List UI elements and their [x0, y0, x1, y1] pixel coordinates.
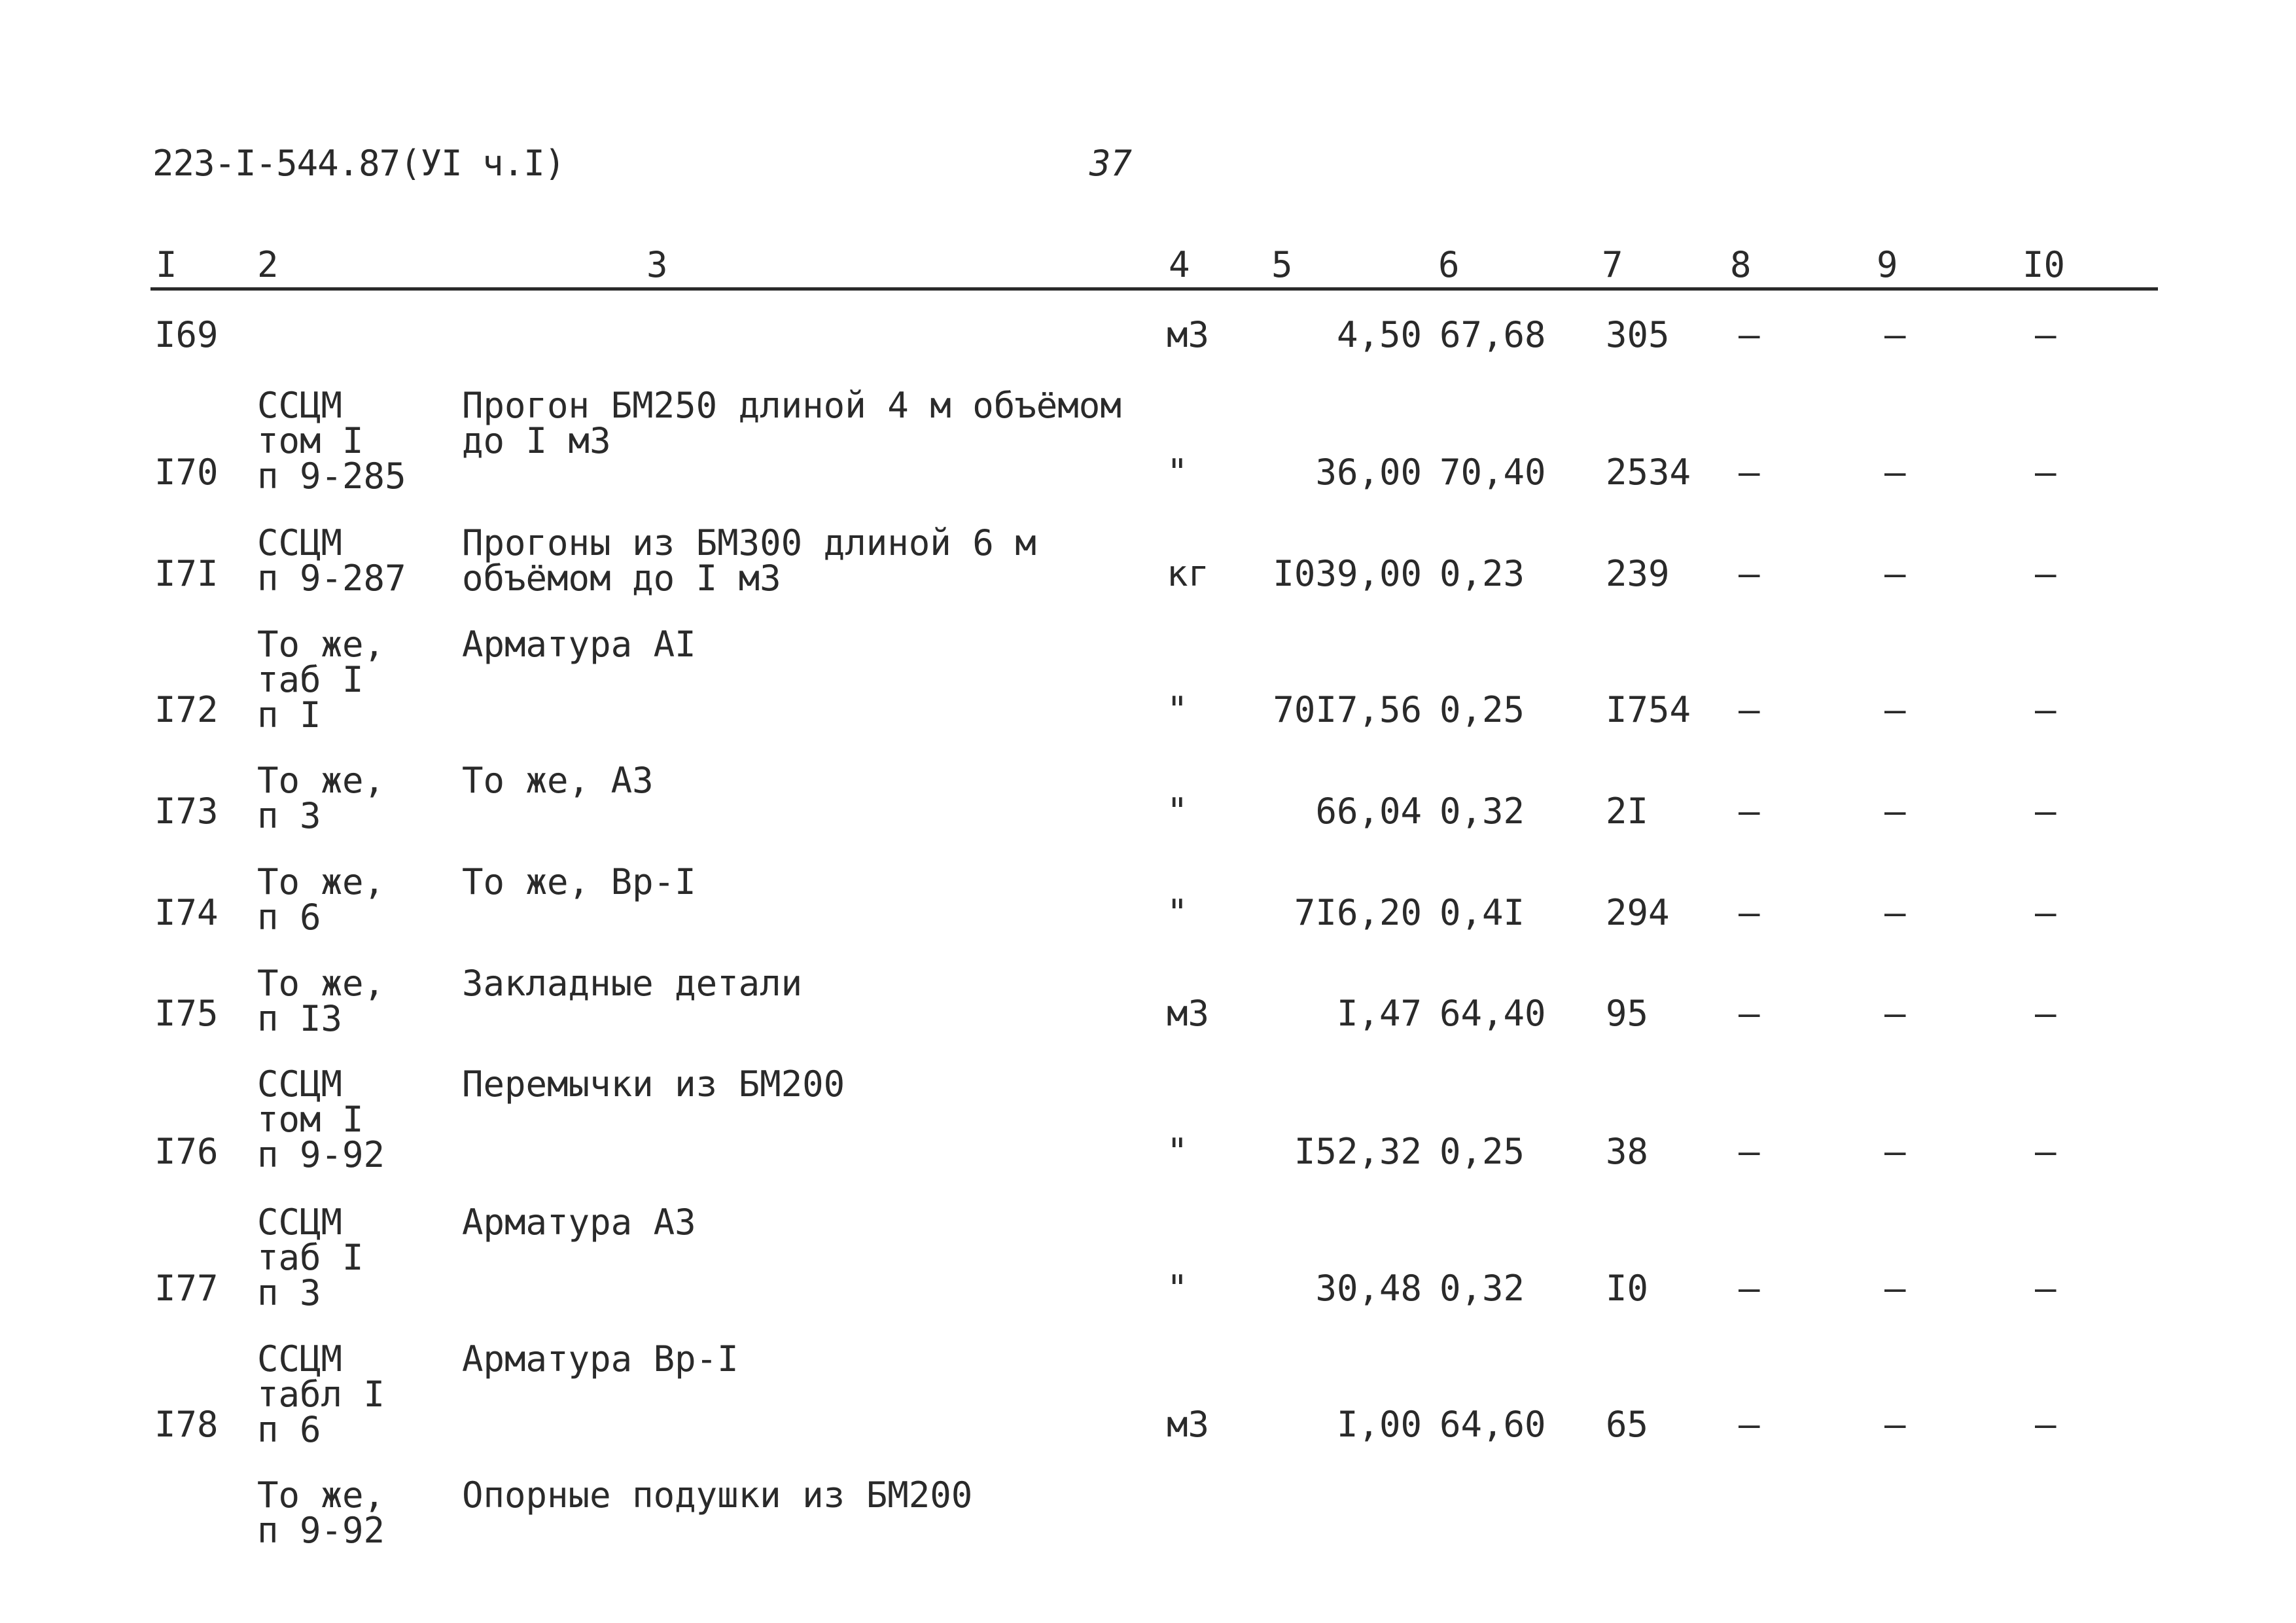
cell-col10: –: [2035, 1131, 2057, 1172]
cell-description: Арматура АI: [462, 624, 696, 665]
cell-unit: ": [1167, 689, 1188, 730]
cell-col7: 38: [1606, 1131, 1649, 1172]
cell-number: I7I: [154, 553, 219, 594]
cell-col7: 2534: [1606, 452, 1691, 493]
cell-col5: I039,00: [1273, 553, 1422, 594]
cell-col7: 2I: [1606, 791, 1649, 832]
cell-unit: ": [1167, 791, 1188, 832]
cell-reference: То же, п 3: [257, 760, 385, 836]
cell-unit: ": [1167, 452, 1188, 493]
column-header-10: I0: [2022, 244, 2066, 285]
column-header-6: 6: [1438, 244, 1460, 285]
cell-col9: –: [1884, 993, 1906, 1034]
cell-col9: –: [1884, 553, 1906, 594]
cell-reference: То же, таб I п I: [257, 624, 385, 736]
cell-description: То же, А3: [462, 760, 654, 801]
cell-col8: –: [1739, 1131, 1760, 1172]
cell-reference: ССЦМ том I п 9-92: [257, 1063, 385, 1175]
cell-col7: 95: [1606, 993, 1649, 1034]
cell-col10: –: [2035, 892, 2057, 933]
cell-unit: ": [1167, 1268, 1188, 1309]
cell-description: Арматура Вр-I: [462, 1338, 739, 1380]
cell-col9: –: [1884, 892, 1906, 933]
cell-reference: ССЦМ табл I п 6: [257, 1338, 385, 1450]
column-header-4: 4: [1169, 244, 1190, 285]
cell-unit: м3: [1167, 993, 1210, 1034]
cell-unit: кг: [1167, 553, 1210, 594]
cell-number: I75: [154, 993, 219, 1034]
cell-col7: I0: [1606, 1268, 1649, 1309]
cell-col7: 294: [1606, 892, 1670, 933]
cell-col8: –: [1739, 689, 1760, 730]
cell-col8: –: [1739, 892, 1760, 933]
cell-col6: 0,25: [1439, 1131, 1525, 1172]
cell-description: Закладные детали: [462, 963, 803, 1004]
cell-col9: –: [1884, 791, 1906, 832]
cell-description: Арматура А3: [462, 1202, 696, 1243]
cell-reference: То же, п 9-92: [257, 1474, 385, 1551]
column-header-9: 9: [1877, 244, 1898, 285]
cell-col8: –: [1739, 993, 1760, 1034]
cell-col8: –: [1739, 553, 1760, 594]
cell-col5: I,47: [1336, 993, 1422, 1034]
cell-reference: То же, п I3: [257, 963, 385, 1039]
cell-col7: 239: [1606, 553, 1670, 594]
cell-col9: –: [1884, 689, 1906, 730]
cell-col10: –: [2035, 1268, 2057, 1309]
cell-col6: 0,32: [1439, 1268, 1525, 1309]
cell-col5: 4,50: [1336, 314, 1422, 355]
cell-description: То же, Вр-I: [462, 861, 696, 902]
cell-col5: I,00: [1336, 1404, 1422, 1445]
cell-col10: –: [2035, 993, 2057, 1034]
cell-col9: –: [1884, 1131, 1906, 1172]
cell-col8: –: [1739, 452, 1760, 493]
cell-col8: –: [1739, 1268, 1760, 1309]
cell-number: I76: [154, 1131, 219, 1172]
cell-unit: м3: [1167, 1404, 1210, 1445]
cell-col6: 70,40: [1439, 452, 1546, 493]
column-header-8: 8: [1730, 244, 1752, 285]
cell-col9: –: [1884, 1404, 1906, 1445]
cell-col6: 0,23: [1439, 553, 1525, 594]
cell-col6: 64,40: [1439, 993, 1546, 1034]
page-number: 37: [1089, 143, 1133, 184]
cell-number: I77: [154, 1268, 219, 1309]
cell-col9: –: [1884, 452, 1906, 493]
cell-col8: –: [1739, 314, 1760, 355]
header-underline: [150, 287, 2158, 291]
cell-col10: –: [2035, 791, 2057, 832]
cell-col9: –: [1884, 314, 1906, 355]
cell-col7: 65: [1606, 1404, 1649, 1445]
cell-col10: –: [2035, 314, 2057, 355]
cell-description: Перемычки из БМ200: [462, 1063, 845, 1105]
cell-col10: –: [2035, 689, 2057, 730]
cell-col10: –: [2035, 1404, 2057, 1445]
cell-col9: –: [1884, 1268, 1906, 1309]
cell-col5: 36,00: [1315, 452, 1422, 493]
cell-reference: ССЦМ том I п 9-285: [257, 385, 406, 497]
cell-description: Прогоны из БМ300 длиной 6 м объёмом до I м3: [462, 522, 1036, 599]
cell-col5: 30,48: [1315, 1268, 1422, 1309]
cell-reference: ССЦМ таб I п 3: [257, 1202, 364, 1313]
cell-col6: 64,60: [1439, 1404, 1546, 1445]
cell-description: Опорные подушки из БМ200: [462, 1474, 973, 1516]
cell-col5: 70I7,56: [1273, 689, 1422, 730]
column-header-3: 3: [646, 244, 668, 285]
column-header-7: 7: [1602, 244, 1623, 285]
cell-col10: –: [2035, 452, 2057, 493]
cell-col6: 67,68: [1439, 314, 1546, 355]
cell-col5: 7I6,20: [1294, 892, 1422, 933]
cell-col7: I754: [1606, 689, 1691, 730]
cell-col8: –: [1739, 1404, 1760, 1445]
column-header-5: 5: [1271, 244, 1293, 285]
column-header-2: 2: [257, 244, 279, 285]
cell-col6: 0,4I: [1439, 892, 1525, 933]
cell-col6: 0,32: [1439, 791, 1525, 832]
cell-number: I73: [154, 791, 219, 832]
cell-number: I72: [154, 689, 219, 730]
cell-number: I70: [154, 452, 219, 493]
cell-col10: –: [2035, 553, 2057, 594]
document-code: 223-I-544.87(УI ч.I): [152, 143, 565, 184]
column-header-1: I: [156, 244, 177, 285]
cell-col7: 305: [1606, 314, 1670, 355]
cell-reference: То же, п 6: [257, 861, 385, 938]
cell-description: Прогон БМ250 длиной 4 м объёмом до I м3: [462, 385, 1122, 461]
cell-reference: ССЦМ п 9-287: [257, 522, 406, 599]
cell-unit: м3: [1167, 314, 1210, 355]
cell-col8: –: [1739, 791, 1760, 832]
cell-number: I69: [154, 314, 219, 355]
cell-col5: 66,04: [1315, 791, 1422, 832]
cell-number: I74: [154, 892, 219, 933]
cell-unit: ": [1167, 1131, 1188, 1172]
cell-number: I78: [154, 1404, 219, 1445]
cell-unit: ": [1167, 892, 1188, 933]
cell-col6: 0,25: [1439, 689, 1525, 730]
cell-col5: I52,32: [1294, 1131, 1422, 1172]
